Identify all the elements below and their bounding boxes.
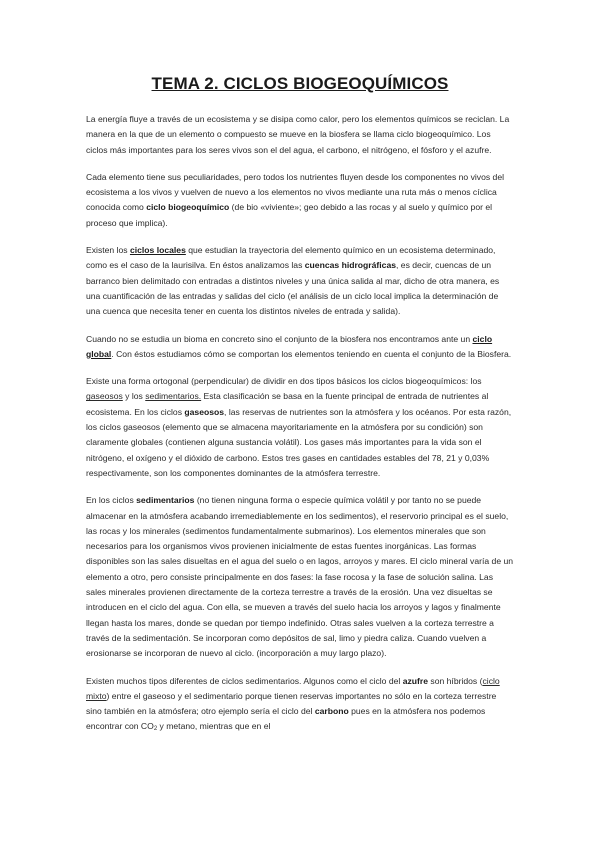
term-ciclos-locales: ciclos locales xyxy=(129,245,186,256)
page-title: TEMA 2. CICLOS BIOGEOQUÍMICOS xyxy=(151,74,449,93)
term-gaseosos: gaseosos xyxy=(86,391,123,402)
paragraph-intro: La energía fluye a través de un ecosistema y se disipa como calor, pero los elementos químicos se reciclan. La manera en la que de un elemento o compuesto se mueve en la biosfera se llama ciclo biogeoquímico. Los ciclos más importantes para los seres vivos son el del agua, el carbono, el nitrógeno, el fósforo y el azufre. xyxy=(86,114,510,155)
term-azufre: azufre xyxy=(402,675,429,686)
term-carbono: carbono xyxy=(314,706,349,717)
term-cuencas-hidrograficas: cuencas hidrográficas xyxy=(304,260,397,271)
paragraph-gaseous-cycles: Existe una forma ortogonal (perpendicular) de dividir en dos tipos básicos los ciclos biogeoquímicos: los gaseosos y los sedimentarios. Esta clasificación se basa en la fuente principal de entrada de nutrientes al ecosistema. En los ciclos gaseosos, las reservas de nutrientes son la atmósfera y los océanos. Por esta razón, los ciclos gaseosos (elemento que se almacena mayoritariamente en la atmósfera por su condición) son claramente globales (contienen alguna sustancia volátil). Los gases más importantes para la vida son el nitrógeno, el oxígeno y el dióxido de carbono. Estos tres gases en cantidades estables del 78, 21 y 0,03% respectivamente, son los componentes dominantes de la atmósfera terrestre. xyxy=(86,376,512,478)
term-ciclo-mixto: ciclo mixto xyxy=(86,675,500,701)
paragraph-definition: Cada elemento tiene sus peculiaridades, pero todos los nutrientes fluyen desde los componentes no vivos del ecosistema a los vivos y vuelven de nuevo a los elementos no vivos mediante una ruta más o menos cíclica conocida como ciclo biogeoquímico (de bio «viviente»; geo debido a las rocas y al suelo y químico por el proceso que implica). xyxy=(86,171,505,228)
paragraph-sedimentary-cycles: En los ciclos sedimentarios (no tienen ninguna forma o especie química volátil y por tanto no se puede almacenar en la atmósfera acabando irremediablemente en los sedimentos), el reservorio principal es el suelo, las rocas y los minerales (sedimentos fundamentalmente submarinos). Los elementos minerales que son necesarios para los organismos vivos provienen inicialmente de estas fuentes inorgánicas. Las formas disponibles son las sales disueltas en el agua del suelo o en lagos, arroyos y mares. El ciclo mineral varía de un elemento a otro, pero consiste principalmente en dos fases: la fase rocosa y la fase de solución salina. Las sales minerales provienen directamente de la corteza terrestre a través de la erosión. Una vez disueltas se introducen en el ciclo del agua. Con ella, se mueven a través del suelo hacia los arroyos y lagos y finalmente llegan hasta los mares, donde se quedan por tiempo indefinido. Otras sales vuelven a la corteza terrestre a través de la sedimentación. Se incorporan como depósitos de sal, limo y piedra caliza. Cuando vuelven a erosionarse se incorporan de nuevo al ciclo. (incorporación a muy largo plazo). xyxy=(86,495,514,659)
term-sedimentarios: sedimentarios. xyxy=(145,391,202,402)
subscript-2: 2 xyxy=(153,726,158,733)
term-gaseosos-bold: gaseosos xyxy=(184,406,225,417)
term-sedimentarios-bold: sedimentarios xyxy=(136,495,195,506)
paragraph-global-cycle: Cuando no se estudia un bioma en concreto sino el conjunto de la biosfera nos encontramos ante un ciclo global. Con éstos estudiamos cómo se comportan los elementos teniendo en cuenta el conjunto de la Biosfera. xyxy=(86,333,512,359)
term-ciclo-global: ciclo global xyxy=(86,333,493,359)
paragraph-mixed-cycles: Existen muchos tipos diferentes de ciclos sedimentarios. Algunos como el ciclo del azufre son híbridos (ciclo mixto) entre el gaseoso y el sedimentario porque tienen reservas importantes no sólo en la corteza terrestre sino también en la atmósfera; otro ejemplo sería el ciclo del carbono pues en la atmósfera nos podemos encontrar con $CO_2$ y metano, mientras que en el xyxy=(86,675,500,733)
term-ciclo-biogeoquimico: ciclo biogeoquímico xyxy=(146,202,230,213)
paragraph-local-cycles: Existen los ciclos locales que estudian la trayectoria del elemento químico en un ecosistema determinado, como es el caso de la laurisilva. En éstos analizamos las cuencas hidrográficas, es decir, cuencas de un barranco bien delimitado con entradas a distintos niveles y una única salida al mar, dicho de otra manera, es una cuantificación de las entradas y salidas del ciclo (el análisis de un ciclo local implica la determinación de una cuenca que necesita tener en cuenta los distintos niveles de entrada y salida). xyxy=(86,245,500,317)
